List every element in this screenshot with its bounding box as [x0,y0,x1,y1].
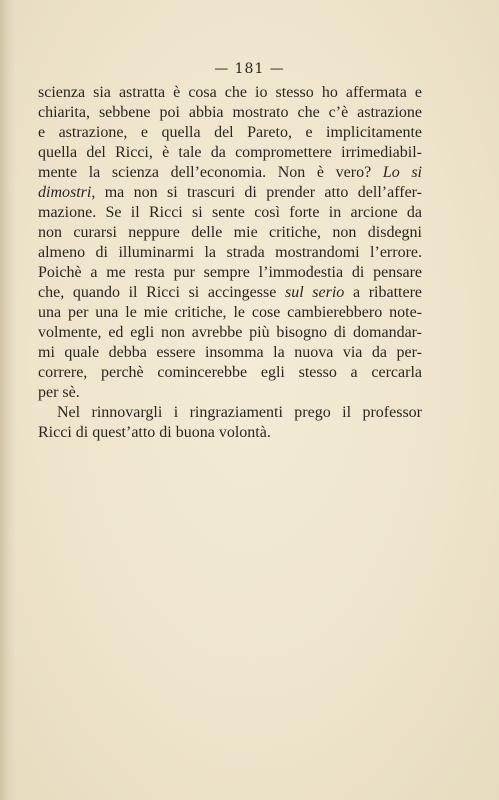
text-run: non curarsi neppure delle mie critiche, non disdegni [38,224,422,241]
text-line [38,83,422,103]
text-run: volmente, ed egli non avrebbe più bisogno di domandar- [38,324,422,341]
italic-run: sul serio [284,284,345,301]
text-run: mente la scienza dell’economia. Non è vero? [38,164,372,181]
text-line [38,423,422,443]
text-run: una per una le mie critiche, le cose cambierebbero note- [38,304,422,321]
text-run: scienza sia astratta è cosa che io stesso ho affermata e [38,84,422,101]
page-number: — 181 — [214,61,285,77]
text-run: mi quale debba essere insomma la nuova via da per- [38,344,422,361]
text-run: e astrazione, e quella del Pareto, e implicitamente [38,124,422,141]
text-line [38,303,422,323]
text-run: Nel rinnovargli i ringraziamenti prego il professor [57,404,422,421]
italic-run: dimostri [38,184,92,201]
text-run: che, quando il Ricci si accingesse [38,284,285,301]
text-line [38,203,422,223]
text-line [38,223,422,243]
text-line [38,363,422,383]
text-line [38,283,422,303]
text-run: Poichè a me resta pur sempre l’immodestia di pensare [38,264,422,281]
text-run: per sè. [38,384,80,401]
text-line [38,183,422,203]
text-line [38,123,422,143]
text-line [38,163,422,183]
text-line [38,143,422,163]
text-space [371,164,383,181]
text-run: almeno di illuminarmi la strada mostrandomi l’errore. [38,244,422,261]
text-run: correre, perchè comincerebbe egli stesso a cercarla [38,364,422,381]
italic-run: Lo si [382,164,422,181]
text-line [38,243,422,263]
text-line [38,403,422,423]
text-line [38,323,422,343]
page-gutter [0,0,16,800]
text-line [38,343,422,363]
text-run: , ma non si trascuri di prender atto dell’affer- [91,184,422,201]
text-line [38,103,422,123]
text-run: a ribattere [344,284,423,301]
text-line [38,383,422,403]
text-run: Ricci di quest’atto di buona volontà. [38,424,271,441]
text-run: quella del Ricci, è tale da compromettere irrimediabil- [38,144,422,161]
body-text [38,83,422,443]
text-run: mazione. Se il Ricci si sente così forte in arcione da [38,204,422,221]
text-run: chiarita, sebbene poi abbia mostrato che c’è astrazione [38,104,422,121]
text-line [38,263,422,283]
